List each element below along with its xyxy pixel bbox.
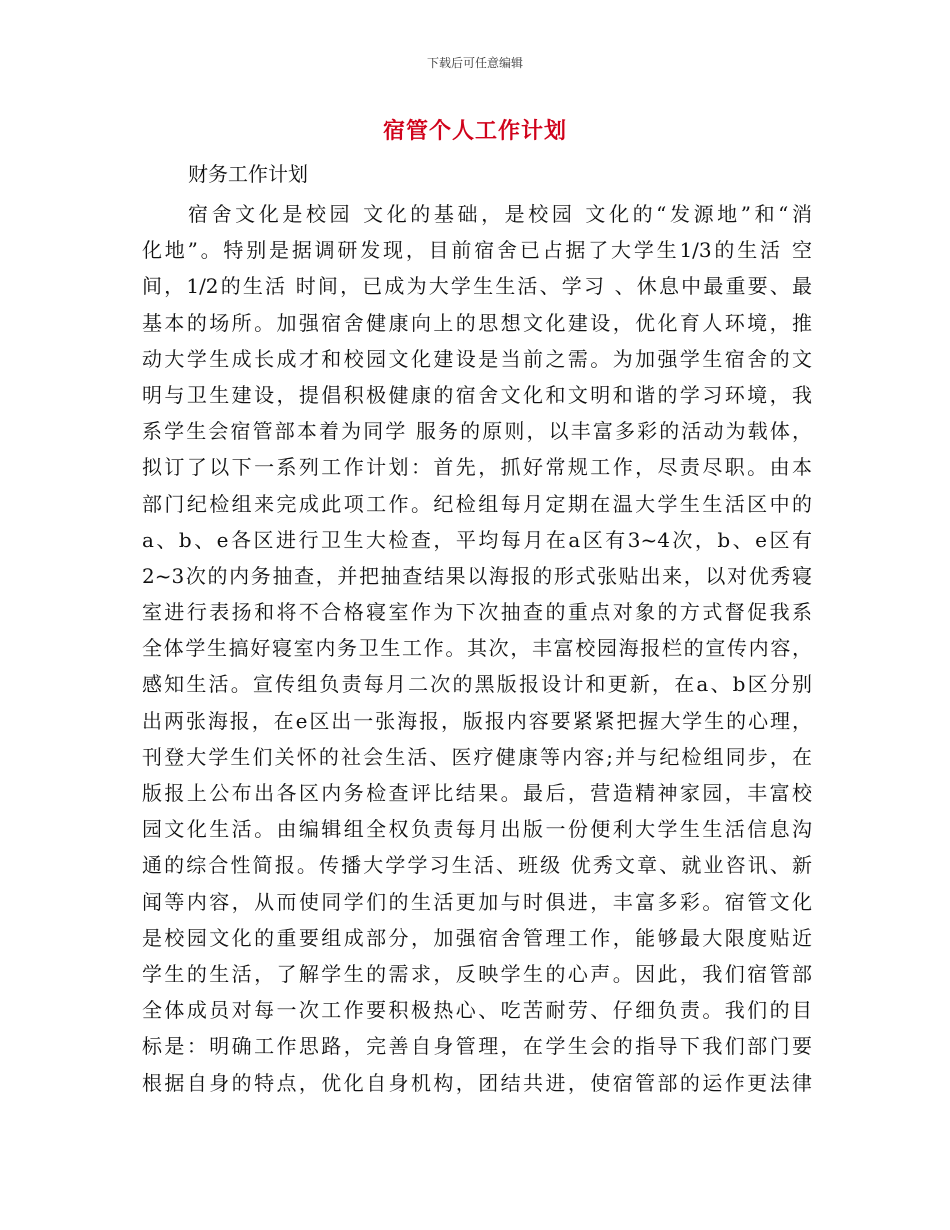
- body-line: 间，1/2的生活 时间，已成为大学生生活、学习 、休息中最重要、最: [142, 274, 812, 299]
- body-line: 闻等内容，从而使同学们的生活更加与时俱进，丰富多彩。宿管文化: [142, 889, 812, 914]
- body-line: 通的综合性简报。传播大学学习生活、班级 优秀文章、就业咨讯、新: [142, 853, 812, 878]
- body-line: 刊登大学生们关怀的社会生活、医疗健康等内容;并与纪检组同步，在: [142, 744, 812, 769]
- body-line: a、b、e各区进行卫生大检查，平均每月在a区有3~4次，b、e区有: [142, 527, 812, 552]
- body-paragraph: [142, 196, 812, 1101]
- header-note: 下载后可任意编辑: [426, 56, 523, 70]
- body-line: 2~3次的内务抽查，并把抽查结果以海报的形式张贴出来，以对优秀寝: [142, 563, 812, 588]
- body-line: 动大学生成长成才和校园文化建设是当前之需。为加强学生宿舍的文: [142, 346, 812, 371]
- body-line: 根据自身的特点，优化自身机构，团结共进，使宿管部的运作更法律: [142, 1070, 812, 1095]
- body-line: 学生的生活，了解学生的需求，反映学生的心声。因此，我们宿管部: [142, 961, 812, 986]
- body-line: 感知生活。宣传组负责每月二次的黑版报设计和更新，在a、b区分别: [142, 672, 812, 697]
- body-line: 版报上公布出各区内务检查评比结果。最后，营造精神家园，丰富校: [142, 781, 812, 805]
- body-line: 室进行表扬和将不合格寝室作为下次抽查的重点对象的方式督促我系: [142, 600, 812, 625]
- body-line: 出两张海报，在e区出一张海报，版报内容要紧紧把握大学生的心理，: [142, 708, 812, 733]
- body-line: 化地”。特别是据调研发现，目前宿舍已占据了大学生1/3的生活 空: [142, 238, 812, 263]
- body-line: 拟订了以下一系列工作计划：首先，抓好常规工作，尽责尽职。由本: [142, 455, 812, 480]
- body-line: 标是：明确工作思路，完善自身管理，在学生会的指导下我们部门要: [142, 1034, 812, 1059]
- body-line: 全体成员对每一次工作要积极热心、吃苦耐劳、仔细负责。我们的目: [142, 998, 812, 1023]
- body-line: 明与卫生建设，提倡积极健康的宿舍文化和文明和谐的学习环境，我: [142, 382, 812, 407]
- body-line: 系学生会宿管部本着为同学 服务的原则，以丰富多彩的活动为载体，: [142, 419, 812, 444]
- body-line: 园文化生活。由编辑组全权负责每月出版一份便利大学生生活信息沟: [142, 817, 812, 842]
- body-line: 宿舍文化是校园 文化的基础，是校园 文化的“发源地”和“消: [188, 202, 812, 226]
- document-title: 宿管个人工作计划: [382, 119, 567, 144]
- body-line: 基本的场所。加强宿舍健康向上的思想文化建设，优化育人环境，推: [142, 310, 812, 335]
- body-line: 部门纪检组来完成此项工作。纪检组每月定期在温大学生生活区中的: [142, 491, 812, 516]
- body-line: 是校园文化的重要组成部分，加强宿舍管理工作，能够最大限度贴近: [142, 925, 812, 950]
- section-subheading: 财务工作计划: [188, 162, 308, 186]
- body-line: 全体学生搞好寝室内务卫生工作。其次，丰富校园海报栏的宣传内容，: [142, 636, 812, 661]
